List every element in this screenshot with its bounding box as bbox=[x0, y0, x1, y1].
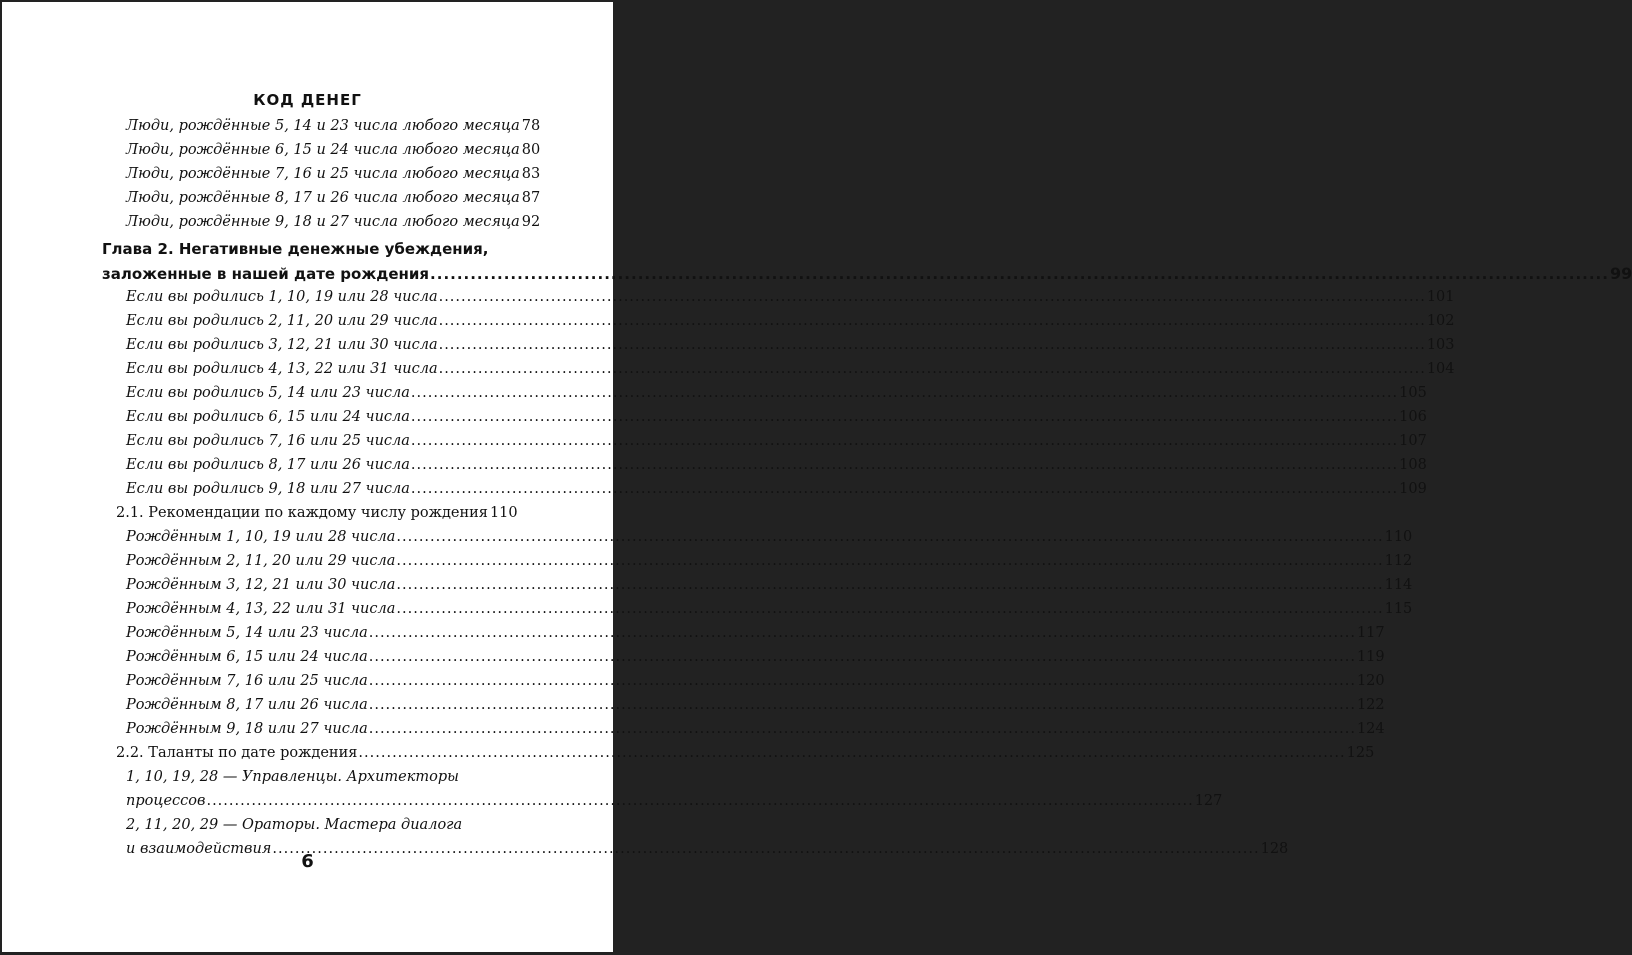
leader-dots bbox=[411, 433, 1398, 449]
leader-dots bbox=[396, 529, 1383, 545]
toc-entry-title: 2.1. Рекомендации по каждому числу рождения bbox=[116, 505, 488, 521]
running-head: КОД ДЕНЕГ bbox=[253, 91, 362, 109]
toc-entry-page: 117 bbox=[1356, 625, 1385, 641]
leader-dots bbox=[369, 721, 1356, 737]
toc-entry-page: 87 bbox=[521, 190, 541, 206]
leader-dots bbox=[369, 673, 1356, 689]
toc-entry-page: 99 bbox=[1609, 264, 1632, 283]
toc-entry-page: 127 bbox=[1194, 793, 1223, 809]
leader-dots bbox=[439, 313, 1426, 329]
toc-entry-title: Если вы родились 9, 18 или 27 числа bbox=[126, 481, 410, 497]
toc-entry[interactable] bbox=[126, 625, 1385, 641]
toc-entry-page: 110 bbox=[489, 505, 518, 521]
toc-entry-page: 125 bbox=[1346, 745, 1375, 761]
talent-entry[interactable] bbox=[126, 793, 1223, 809]
toc-entry-title: 2.2. Таланты по дате рождения bbox=[116, 745, 358, 761]
toc-entry-title: Если вы родились 6, 15 или 24 числа bbox=[126, 409, 410, 425]
toc-entry[interactable] bbox=[126, 481, 1427, 497]
chapter-2-title-line1[interactable]: Глава 2. Негативные денежные убеждения, bbox=[102, 240, 489, 258]
leader-dots bbox=[439, 361, 1426, 377]
toc-entry-title: Рождённым 1, 10, 19 или 28 числа bbox=[126, 529, 396, 545]
toc-entry[interactable] bbox=[126, 166, 541, 182]
page-number: 6 bbox=[301, 851, 314, 872]
leader-dots bbox=[411, 409, 1398, 425]
toc-entry[interactable] bbox=[126, 361, 1455, 377]
toc-entry-title: Если вы родились 4, 13, 22 или 31 числа bbox=[126, 361, 438, 377]
section-2-1-entry[interactable] bbox=[116, 505, 518, 521]
toc-entry-title: Если вы родились 7, 16 или 25 числа bbox=[126, 433, 410, 449]
leader-dots bbox=[411, 481, 1398, 497]
toc-entry-page: 109 bbox=[1399, 481, 1427, 497]
toc-entry-page: 115 bbox=[1384, 601, 1413, 617]
leader-dots bbox=[411, 457, 1398, 473]
leader-dots bbox=[396, 553, 1383, 569]
toc-entry[interactable] bbox=[126, 385, 1427, 401]
toc-entry-page: 107 bbox=[1399, 433, 1427, 449]
leader-dots bbox=[439, 289, 1426, 305]
toc-entry[interactable] bbox=[126, 409, 1427, 425]
leader-dots bbox=[369, 649, 1356, 665]
toc-entry-page: 128 bbox=[1260, 841, 1289, 857]
toc-entry-title: Люди, рождённые 8, 17 и 26 числа любого месяца bbox=[126, 190, 520, 206]
toc-entry-title: Рождённым 9, 18 или 27 числа bbox=[126, 721, 368, 737]
leader-dots bbox=[411, 385, 1398, 401]
toc-entry-page: 101 bbox=[1426, 289, 1455, 305]
leader-dots bbox=[396, 601, 1383, 617]
toc-entry-page: 102 bbox=[1426, 313, 1455, 329]
toc-entry-title: Если вы родились 2, 11, 20 или 29 числа bbox=[126, 313, 438, 329]
talent-entry-line1[interactable]: 2, 11, 20, 29 — Ораторы. Мастера диалога bbox=[126, 817, 463, 833]
leader-dots bbox=[430, 265, 1609, 283]
toc-entry-page: 122 bbox=[1356, 697, 1385, 713]
toc-entry-page: 83 bbox=[521, 166, 541, 182]
toc-entry-page: 124 bbox=[1356, 721, 1385, 737]
toc-entry-title: Рождённым 4, 13, 22 или 31 числа bbox=[126, 601, 396, 617]
toc-entry-page: 108 bbox=[1399, 457, 1427, 473]
toc-entry-title: Рождённым 7, 16 или 25 числа bbox=[126, 673, 368, 689]
toc-entry-title: Рождённым 8, 17 или 26 числа bbox=[126, 697, 368, 713]
toc-entry[interactable] bbox=[126, 118, 541, 134]
toc-entry-title: Если вы родились 8, 17 или 26 числа bbox=[126, 457, 410, 473]
book-page bbox=[2, 2, 1632, 952]
toc-entry-page: 80 bbox=[521, 142, 541, 158]
section-2-2-entry[interactable] bbox=[116, 745, 1375, 761]
toc-entry-title: Люди, рождённые 7, 16 и 25 числа любого месяца bbox=[126, 166, 520, 182]
toc-entry-title: Люди, рождённые 6, 15 и 24 числа любого месяца bbox=[126, 142, 520, 158]
toc-entry-page: 112 bbox=[1384, 553, 1413, 569]
toc-entry-title: Люди, рождённые 5, 14 и 23 числа любого месяца bbox=[126, 118, 520, 134]
toc-entry[interactable] bbox=[126, 142, 541, 158]
toc-entry-page: 114 bbox=[1384, 577, 1413, 593]
toc-entry[interactable] bbox=[126, 433, 1427, 449]
toc-entry-page: 110 bbox=[1384, 529, 1413, 545]
toc-entry-page: 120 bbox=[1356, 673, 1385, 689]
toc-entry[interactable] bbox=[126, 673, 1385, 689]
toc-entry[interactable] bbox=[126, 553, 1413, 569]
leader-dots bbox=[369, 697, 1356, 713]
leader-dots bbox=[358, 745, 1345, 761]
toc-entry[interactable] bbox=[126, 337, 1455, 353]
toc-entry-title: Люди, рождённые 9, 18 и 27 числа любого месяца bbox=[126, 214, 520, 230]
toc-entry-page: 105 bbox=[1399, 385, 1427, 401]
chapter-2-entry[interactable] bbox=[102, 264, 1632, 283]
toc-entry-page: 103 bbox=[1426, 337, 1455, 353]
toc-entry-title: Рождённым 5, 14 или 23 числа bbox=[126, 625, 368, 641]
toc-entry-page: 106 bbox=[1399, 409, 1427, 425]
toc-entry[interactable] bbox=[126, 190, 541, 206]
toc-entry-page: 78 bbox=[521, 118, 541, 134]
toc-entry[interactable] bbox=[126, 721, 1385, 737]
toc-entry[interactable] bbox=[126, 697, 1385, 713]
toc-entry[interactable] bbox=[126, 649, 1385, 665]
toc-entry-title: Если вы родились 3, 12, 21 или 30 числа bbox=[126, 337, 438, 353]
toc-entry[interactable] bbox=[126, 457, 1427, 473]
toc-entry[interactable] bbox=[126, 601, 1413, 617]
toc-entry-title: заложенные в нашей дате рождения bbox=[102, 265, 430, 283]
toc-entry[interactable] bbox=[126, 577, 1413, 593]
leader-dots bbox=[206, 793, 1193, 809]
leader-dots bbox=[369, 625, 1356, 641]
toc-entry-page: 92 bbox=[521, 214, 541, 230]
toc-entry-page: 104 bbox=[1426, 361, 1455, 377]
toc-entry[interactable] bbox=[126, 214, 541, 230]
leader-dots bbox=[396, 577, 1383, 593]
toc-entry-page: 119 bbox=[1356, 649, 1385, 665]
leader-dots bbox=[439, 337, 1426, 353]
toc-entry-title: и взаимодействия bbox=[126, 841, 272, 857]
toc-entry[interactable] bbox=[126, 529, 1413, 545]
toc-entry-title: Если вы родились 5, 14 или 23 числа bbox=[126, 385, 410, 401]
talent-entry-line1[interactable]: 1, 10, 19, 28 — Управленцы. Архитекторы bbox=[126, 769, 459, 785]
toc-entry-title: процессов bbox=[126, 793, 206, 809]
toc-entry-title: Рождённым 2, 11, 20 или 29 числа bbox=[126, 553, 396, 569]
toc-entry-title: Рождённым 3, 12, 21 или 30 числа bbox=[126, 577, 396, 593]
toc-entry[interactable] bbox=[126, 313, 1455, 329]
toc-entry-title: Если вы родились 1, 10, 19 или 28 числа bbox=[126, 289, 438, 305]
toc-entry-title: Рождённым 6, 15 или 24 числа bbox=[126, 649, 368, 665]
toc-entry[interactable] bbox=[126, 289, 1455, 305]
